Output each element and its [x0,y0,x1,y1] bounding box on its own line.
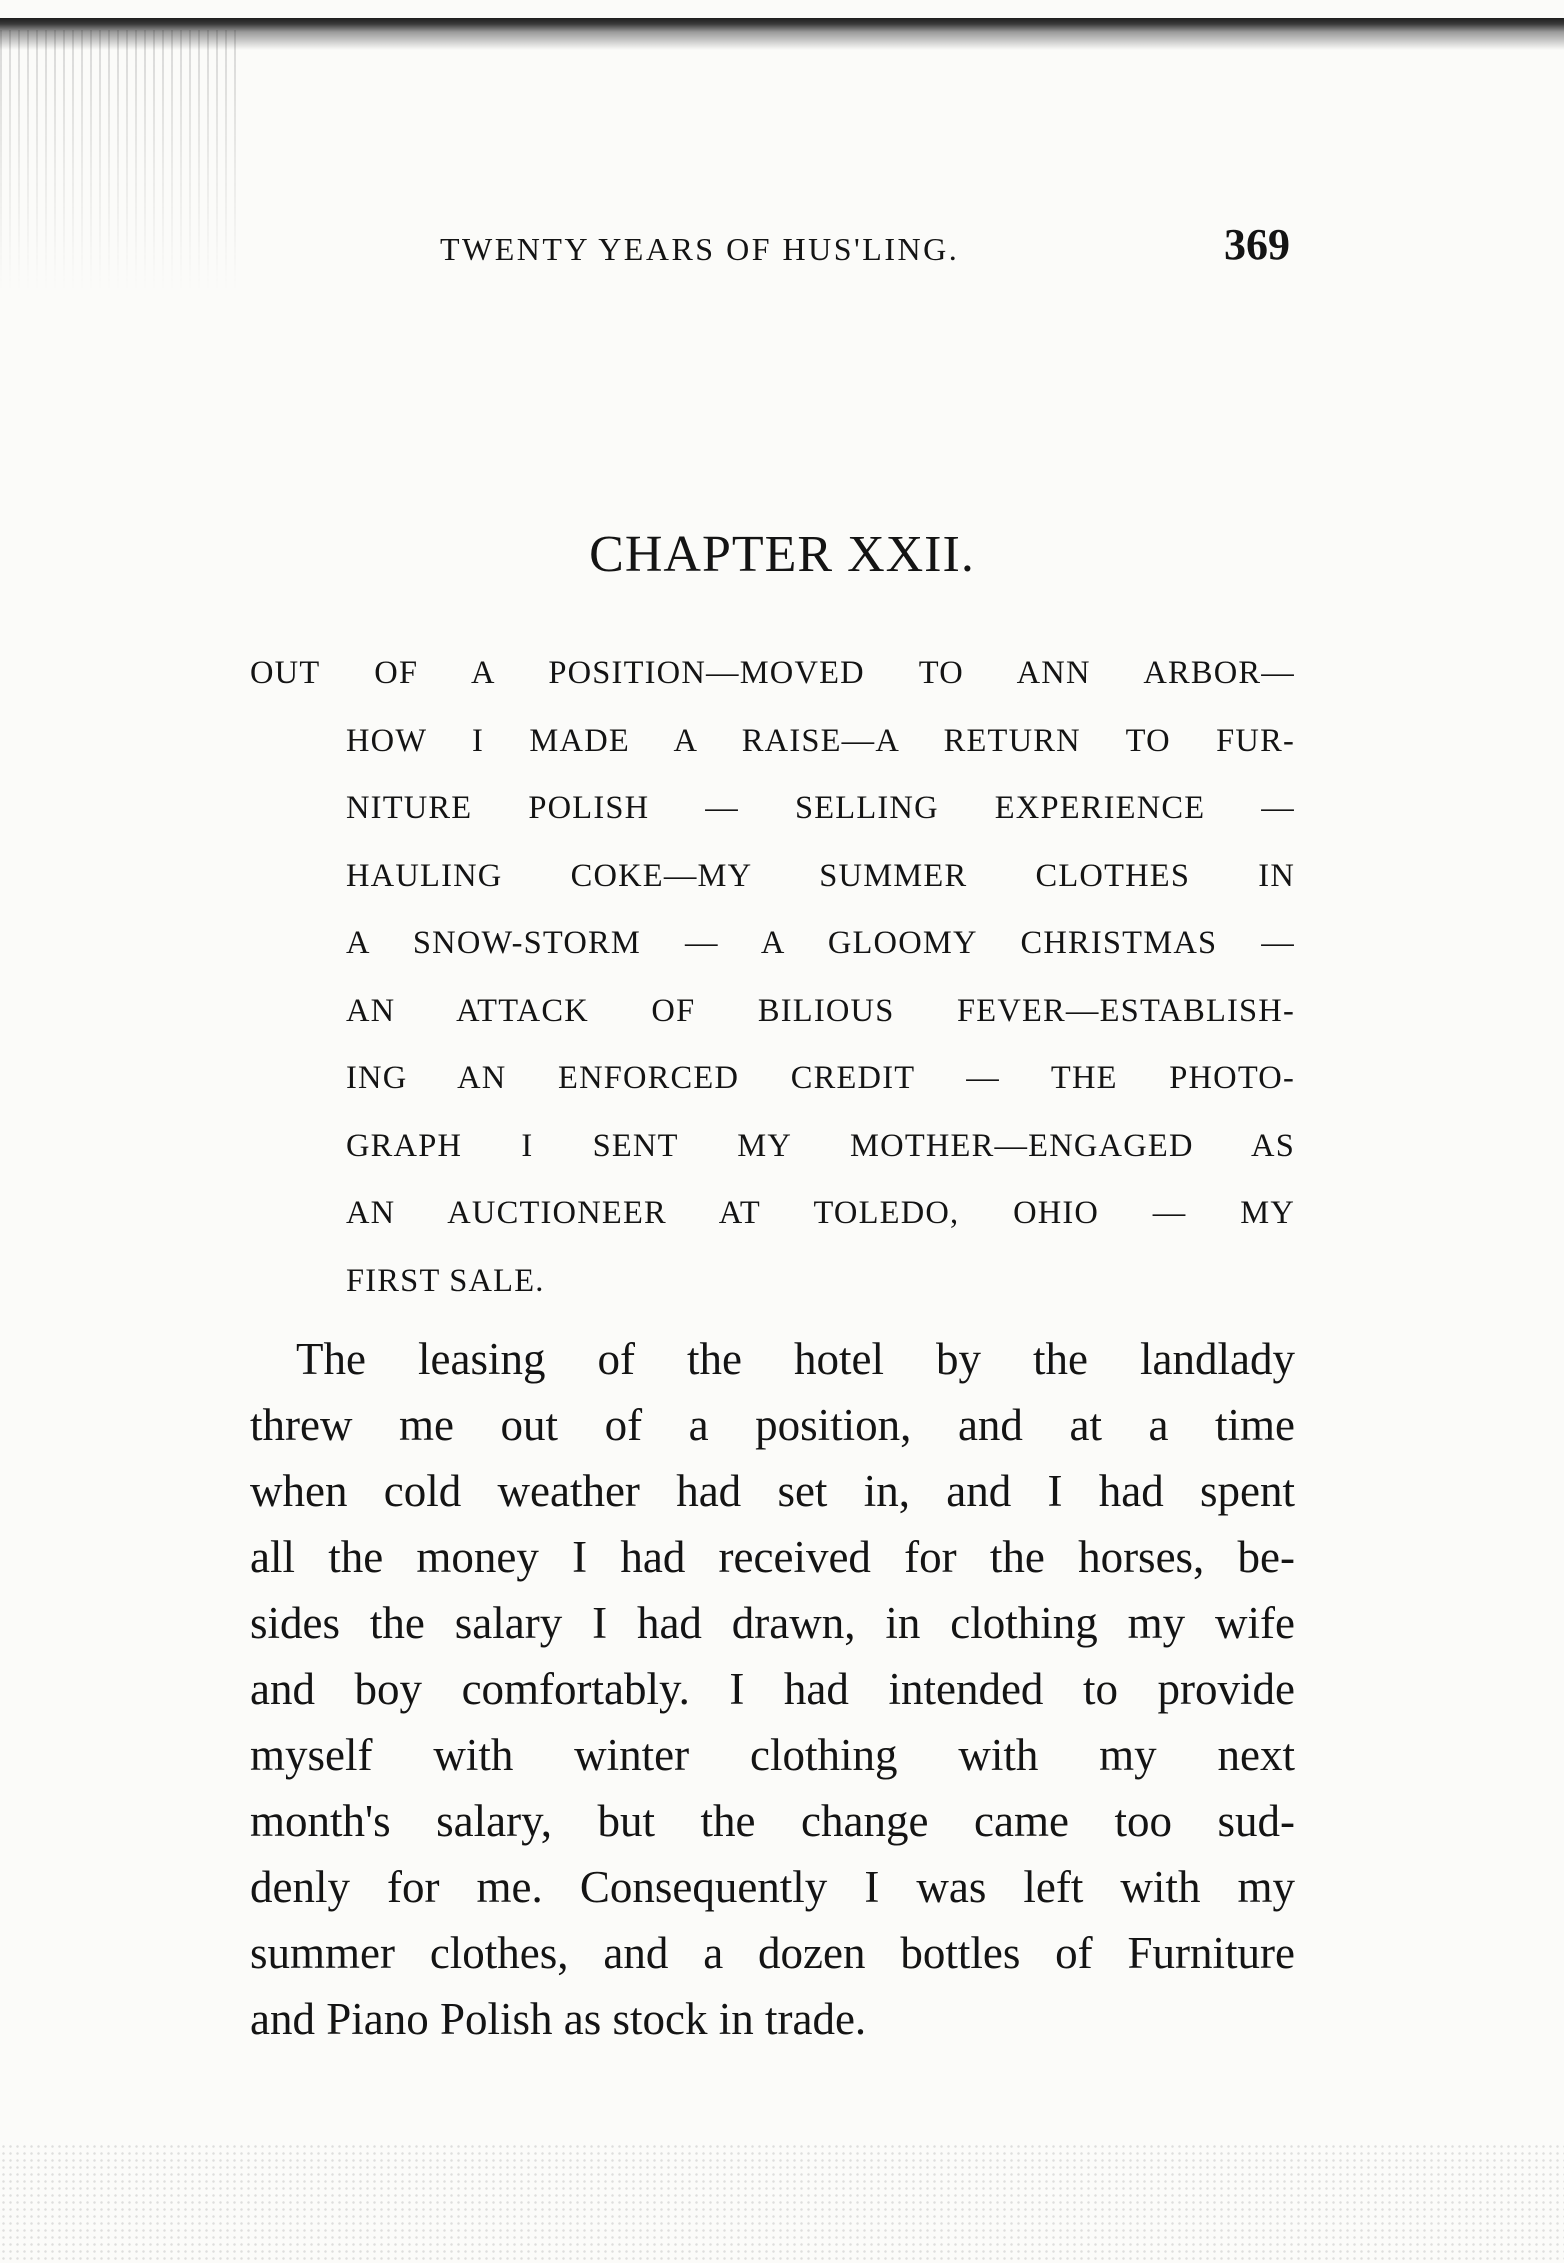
body-line: and boy comfortably. I had intended to provide [250,1664,1295,1714]
synopsis-line: GRAPH I SENT MY MOTHER—ENGAGED AS [346,1127,1295,1164]
synopsis-line: AN ATTACK OF BILIOUS FEVER—ESTABLISH- [346,992,1295,1029]
body-line: denly for me. Consequently I was left with my [250,1862,1295,1912]
body-line: The leasing of the hotel by the landlady [296,1334,1295,1384]
running-head [440,220,1290,274]
body-line: sides the salary I had drawn, in clothing my wife [250,1598,1295,1648]
scan-edge-bottom [0,2143,1564,2263]
scan-edge-left [0,30,240,290]
chapter-synopsis [250,640,1295,1315]
synopsis-line: HOW I MADE A RAISE—A RETURN TO FUR- [346,722,1295,759]
body-line: and Piano Polish as stock in trade. [250,1994,867,2044]
body-line: all the money I had received for the horses, be- [250,1532,1295,1582]
page-number: 369 [1224,220,1290,269]
synopsis-line: A SNOW-STORM — A GLOOMY CHRISTMAS — [346,925,1295,961]
body-line: summer clothes, and a dozen bottles of Furniture [250,1928,1295,1978]
synopsis-line: HAULING COKE—MY SUMMER CLOTHES IN [346,857,1295,894]
body-line: when cold weather had set in, and I had spent [250,1466,1295,1516]
body-line: myself with winter clothing with my next [250,1730,1295,1780]
synopsis-line: AN AUCTIONEER AT TOLEDO, OHIO — MY [346,1195,1295,1231]
chapter-title: CHAPTER XXII. [589,526,975,583]
synopsis-line: ING AN ENFORCED CREDIT — THE PHOTO- [346,1060,1295,1096]
synopsis-line: NITURE POLISH — SELLING EXPERIENCE — [346,790,1295,826]
synopsis-line: FIRST SALE. [346,1262,545,1299]
body-paragraph [250,1326,1295,2052]
synopsis-line: OUT OF A POSITION—MOVED TO ANN ARBOR— [250,655,1295,691]
body-line: month's salary, but the change came too sud- [250,1796,1295,1846]
body-line: threw me out of a position, and at a time [250,1400,1295,1450]
running-head-title: TWENTY YEARS OF HUS'LING. [440,231,960,267]
